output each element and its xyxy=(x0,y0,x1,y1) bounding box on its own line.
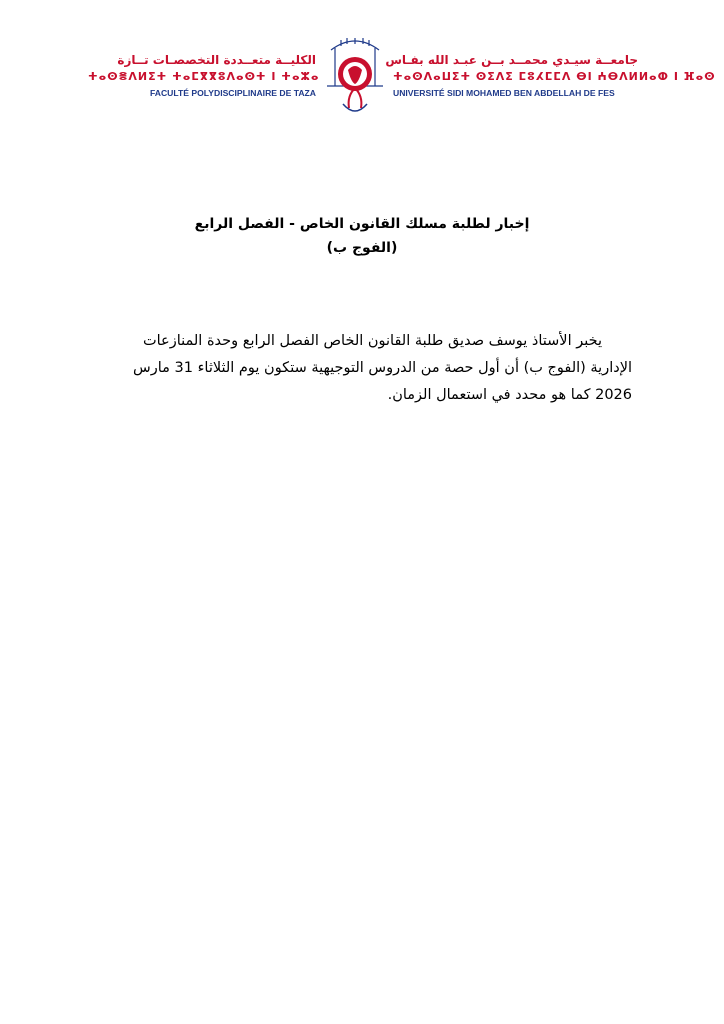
title-line-1: إخبار لطلبة مسلك القانون الخاص - الفصل الرابع xyxy=(194,216,530,232)
faculty-block xyxy=(88,52,320,100)
letterhead xyxy=(88,38,716,118)
announcement-title xyxy=(80,212,644,260)
faculty-name-tifinagh: ⵜⴰⵙⴻⴷⵍⵉⵜ ⵜⴰⵎⴳⴳⵓⴷⴰⵙⵜ ⵏ ⵜⴰⵣⴰ xyxy=(88,70,320,83)
body-line-3: 2026 كما هو محدد في استعمال الزمان. xyxy=(387,387,632,403)
body-line-1: يخبر الأستاذ يوسف صديق طلبة القانون الخاص الفصل الرابع وحدة المنازعات xyxy=(142,333,602,349)
university-block xyxy=(385,52,716,100)
body-line-2: الإدارية (الفوج ب) أن أول حصة من الدروس التوجيهية ستكون يوم الثلاثاء 31 مارس xyxy=(133,360,632,376)
title-line-2: (الفوج ب) xyxy=(326,240,398,256)
announcement-body xyxy=(120,328,632,409)
faculty-name-arabic: الكليــة متعــددة التخصصـات تــازة xyxy=(117,53,316,67)
university-name-tifinagh: ⵜⴰⵙⴷⴰⵡⵉⵜ ⵙⵉⴷⵉ ⵎⵓⵃⵎⵎⴷ ⴱⵏ ⵄⴱⴷⵍⵍⴰⵀ ⵏ ⴼⴰⵙ xyxy=(393,70,716,83)
university-logo xyxy=(321,38,389,118)
faculty-name-french: FACULTÉ POLYDISCIPLINAIRE DE TAZA xyxy=(150,88,316,98)
university-name-arabic: جامعــة سيـدي محمــد بــن عبـد الله بفـاس xyxy=(385,53,638,67)
university-name-french: UNIVERSITÉ SIDI MOHAMED BEN ABDELLAH DE FES xyxy=(393,88,615,98)
